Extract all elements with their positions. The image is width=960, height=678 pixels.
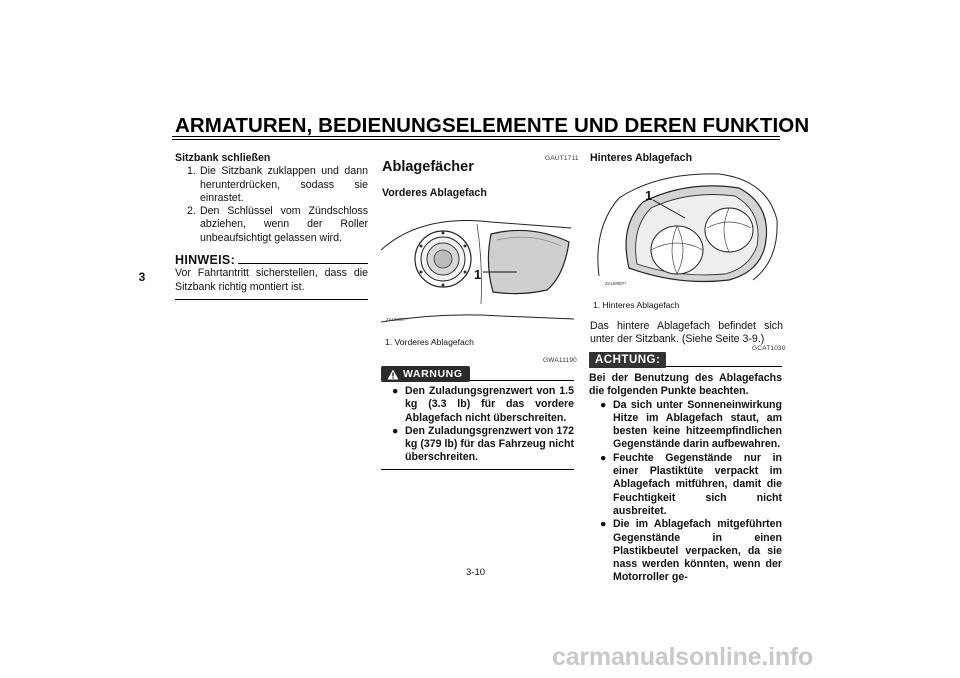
- achtung-badge: ACHTUNG:: [589, 352, 666, 368]
- step-text: Die Sitzbank zuklappen und dann herunterdrücken, sodass sie einrastet.: [200, 165, 368, 204]
- warning-item-text: Den Zuladungsgrenzwert von 1.5 kg (3.3 lb) für das vordere Ablagefach nicht überschreiten.: [405, 385, 574, 424]
- section-heading-sitzbank: Sitzbank schließen: [175, 152, 271, 164]
- warning-rule: [470, 380, 574, 381]
- figure-caption-vorderes: 1. Vorderes Ablagefach: [385, 337, 474, 347]
- bullet-glyph: ●: [600, 518, 607, 531]
- header-rule-thin: [172, 139, 780, 140]
- step-2: [175, 205, 368, 245]
- achtung-item-text: Feuchte Gegenstände nur in einer Plastiktüte verpackt im Ablagefach mitführen, damit die Feuchtigkeit sich nicht ausbreitet.: [613, 451, 782, 517]
- subheading-hinteres: Hinteres Ablagefach: [590, 152, 693, 164]
- section-code: GAUT1711: [545, 155, 579, 162]
- rear-compartment-illustration: [589, 168, 782, 291]
- hinweis-heading-row: [175, 254, 368, 267]
- achtung-item-3: [589, 518, 782, 584]
- figure-code: ZAUM00**: [386, 317, 408, 322]
- bullet-glyph: ●: [392, 385, 399, 397]
- section-title-ablagefaecher: Ablagefächer: [382, 159, 474, 175]
- achtung-item-2: [589, 452, 782, 518]
- warning-item-text: Den Zuladungsgrenzwert von 172 kg (379 lb) für das Fahrzeug nicht überschreiten.: [405, 424, 574, 464]
- figure-code: ZAUM00**: [605, 281, 627, 286]
- watermark: carmanualsonline.info: [552, 643, 814, 671]
- figure-label: 1: [645, 188, 653, 203]
- front-compartment-illustration: [381, 204, 574, 327]
- hinweis-label: HINWEIS:: [175, 253, 236, 268]
- hinweis-end-rule: [175, 299, 368, 300]
- figure-hinteres-ablagefach: [589, 168, 782, 291]
- achtung-item-text: Da sich unter Sonneneinwirkung Hitze im Ablagefach staut, am besten keine hitzeempfindlichen Gegenstände darin aufbewahren.: [613, 398, 782, 451]
- achtung-item-text: Die im Ablagefach mitgeführten Gegenstände in einen Plastikbeutel verpacken, da sie nass werden könnten, wenn der Motorroller ge-: [613, 518, 782, 584]
- step-text: Den Schlüssel vom Zündschloss abziehen, wenn der Roller unbeaufsichtigt gelassen wird.: [200, 205, 368, 244]
- warning-heading-row: [381, 366, 574, 382]
- chapter-tab: 3: [124, 256, 160, 298]
- figure-vorderes-ablagefach: [381, 204, 574, 327]
- figure-caption-hinteres: 1. Hinteres Ablagefach: [593, 300, 680, 310]
- warning-code: GWA11190: [543, 357, 577, 364]
- left-column: [175, 152, 368, 300]
- header-rule: [172, 136, 780, 137]
- page-number: 3-10: [466, 567, 486, 578]
- achtung-heading-row: [589, 352, 782, 368]
- warning-item-1: [381, 385, 574, 425]
- achtung-intro: Bei der Benutzung des Ablagefachs die folgenden Punkte beachten.: [589, 372, 782, 398]
- bullet-glyph: ●: [600, 451, 607, 464]
- warning-label: WARNUNG: [403, 368, 463, 380]
- warning-triangle-icon: [387, 369, 399, 380]
- achtung-rule: [666, 366, 782, 367]
- bullet-glyph: ●: [392, 424, 399, 437]
- step-number: 1.: [187, 165, 196, 178]
- warning-end-rule: [381, 469, 574, 470]
- page-header-title: ARMATUREN, BEDIENUNGSELEMENTE UND DEREN FUNKTION: [175, 114, 810, 137]
- warning-block: [381, 366, 574, 470]
- hinweis-rule: [238, 263, 368, 264]
- bullet-glyph: ●: [600, 398, 607, 411]
- achtung-code: GCAT1030: [752, 345, 786, 352]
- warning-badge: [381, 366, 470, 382]
- achtung-item-1: [589, 399, 782, 452]
- hinweis-text: Vor Fahrtantritt sicherstellen, dass die Sitzbank richtig montiert ist.: [175, 267, 368, 293]
- achtung-block: [589, 352, 782, 585]
- step-number: 2.: [187, 205, 196, 218]
- subheading-vorderes: Vorderes Ablagefach: [382, 187, 487, 199]
- paragraph-hinteres: Das hintere Ablagefach befindet sich unter der Sitzbank. (Siehe Seite 3-9.): [590, 320, 783, 346]
- step-1: [175, 165, 368, 205]
- warning-item-2: [381, 425, 574, 465]
- figure-label: 1: [474, 267, 482, 282]
